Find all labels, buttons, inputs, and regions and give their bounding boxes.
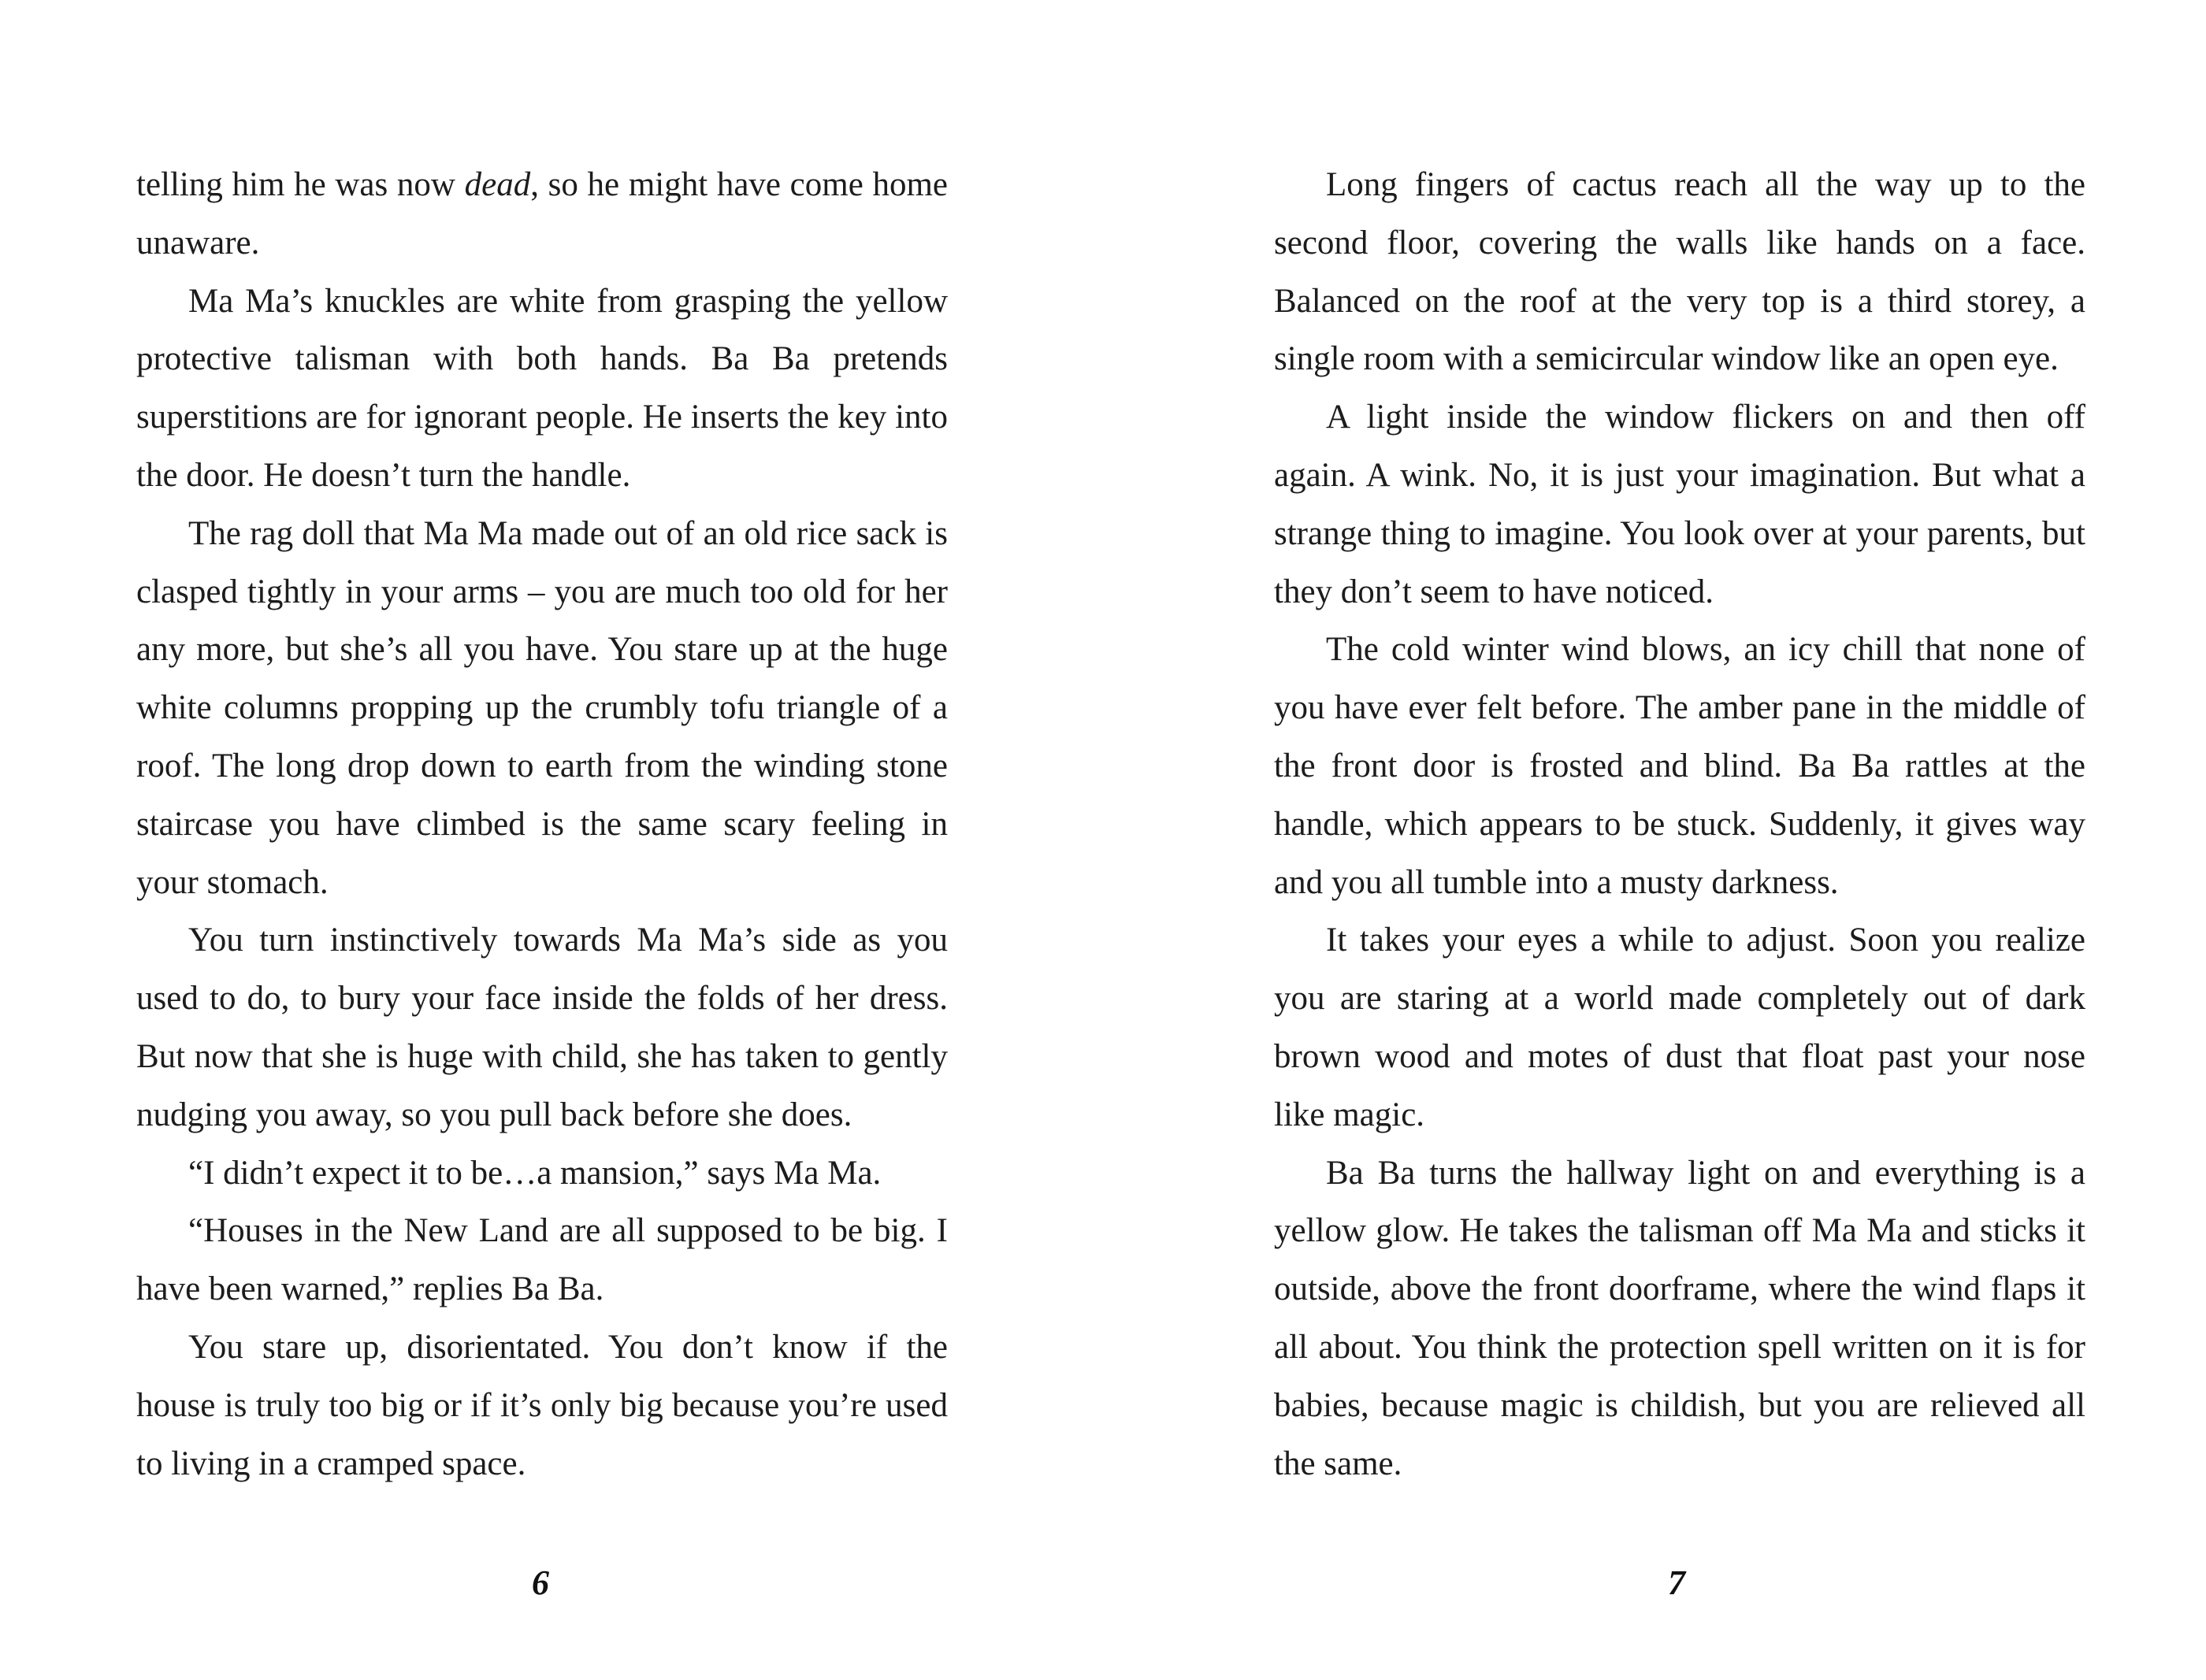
left-paragraph-7: You stare up, disorientated. You don’t know if the house is truly too big or if it’s only big because you’re used to living in a cramped space.	[136, 1328, 948, 1482]
right-paragraph-5: Ba Ba turns the hallway light on and everything is a yellow glow. He takes the talisman off Ma Ma and sticks it outside, above the front doorframe, where the wind flaps it all about. You think the protection spell written on it is for babies, because magic is childish, but you are relieved all the same.	[1274, 1154, 2085, 1482]
right-paragraph-4: It takes your eyes a while to adjust. Soon you realize you are staring at a world made completely out of dark brown wood and motes of dust that float past your nose like magic.	[1274, 922, 2085, 1133]
left-paragraph-1: telling him he was now dead, so he might have come home unaware.	[136, 166, 948, 261]
emphasis-text: dead	[464, 166, 531, 203]
right-paragraph-1: Long fingers of cactus reach all the way up to the second floor, covering the walls like hands on a face. Balanced on the roof at the very top is a third storey, a single room with a semicircular window like an open eye.	[1274, 166, 2085, 378]
right-page	[1274, 156, 2085, 1493]
right-paragraph-2: A light inside the window flickers on and then off again. A wink. No, it is just your imagination. But what a strange thing to imagine. You look over at your parents, but they don’t seem to have noticed.	[1274, 399, 2085, 610]
left-paragraph-3: The rag doll that Ma Ma made out of an old rice sack is clasped tightly in your arms – you are much too old for her any more, but she’s all you have. You stare up at the huge white columns propping up the crumbly tofu triangle of a roof. The long drop down to earth from the winding stone staircase you have climbed is the same scary feeling in your stomach.	[136, 514, 948, 901]
right-paragraph-3: The cold winter wind blows, an icy chill that none of you have ever felt before. The amber pane in the middle of the front door is frosted and blind. Ba Ba rattles at the handle, which appears to be stuck. Suddenly, it gives way and you all tumble into a musty darkness.	[1274, 631, 2085, 901]
left-paragraph-2: Ma Ma’s knuckles are white from grasping the yellow protective talisman with both hands. Ba Ba pretends superstitions are for ignorant people. He inserts the key into the door. He doesn’t turn the handle.	[136, 282, 948, 494]
left-paragraph-4: You turn instinctively towards Ma Ma’s side as you used to do, to bury your face inside the folds of her dress. But now that she is huge with child, she has taken to gently nudging you away, so you pull back before she does.	[136, 922, 948, 1133]
left-page	[136, 156, 948, 1493]
left-paragraph-5: “I didn’t expect it to be…a mansion,” says Ma Ma.	[188, 1154, 882, 1192]
right-page-number: 7	[1668, 1563, 1685, 1602]
left-page-number: 6	[532, 1563, 549, 1602]
left-paragraph-6: “Houses in the New Land are all supposed to be big. I have been warned,” replies Ba Ba.	[136, 1212, 948, 1308]
